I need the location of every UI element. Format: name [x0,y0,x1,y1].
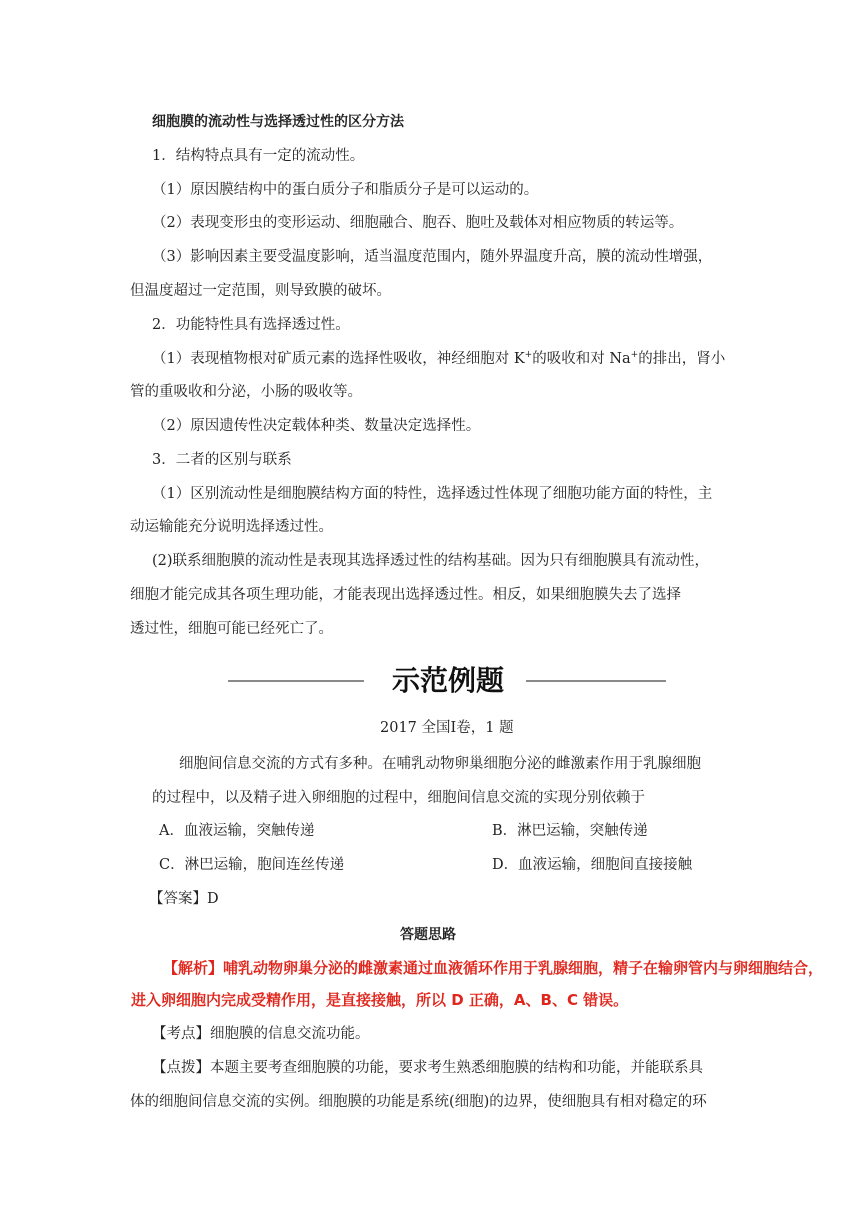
p1-heading: 1．结构特点具有一定的流动性。 [152,148,365,164]
dianbo-line2: 体的细胞间信息交流的实例。细胞膜的功能是系统(细胞)的边界，使细胞具有相对稳定的环 [130,1094,707,1110]
p2-item1-line1 [152,349,725,369]
answer: 【答案】D [149,891,219,907]
p3-item2-line2: 细胞才能完成其各项生理功能，才能表现出选择透过性。相反，如果细胞膜失去了选择 [130,587,681,603]
p1-item1: （1）原因膜结构中的蛋白质分子和脂质分子是可以运动的。 [152,182,539,198]
banner-title: 示范例题 [391,664,504,697]
p3-item2-line3: 透过性，细胞可能已经死亡了。 [130,621,333,637]
p3-item1-line2: 动运输能充分说明选择透过性。 [130,519,333,535]
p2-item2: （2）原因遗传性决定载体种类、数量决定选择性。 [152,418,481,434]
p3-heading: 3．二者的区别与联系 [152,452,292,468]
kaodian: 【考点】细胞膜的信息交流功能。 [152,1026,370,1042]
thinking-heading: 答题思路 [400,927,456,943]
p3-item2-line1: (2)联系细胞膜的流动性是表现其选择透过性的结构基础。因为只有细胞膜具有流动性， [152,553,710,569]
p1-item2: （2）表现变形虫的变形运动、细胞融合、胞吞、胞吐及载体对相应物质的转运等。 [152,215,684,231]
option-a: A．血液运输，突触传递 [159,823,315,839]
example-source: 2017 全国Ⅰ卷，1 题 [380,720,514,736]
option-c: C．淋巴运输，胞间连丝传递 [159,857,345,873]
potassium-superscript: + [524,350,533,360]
option-d: D．血液运输，细胞间直接接触 [492,857,693,873]
example-stem-line2: 的过程中，以及精子进入卵细胞的过程中，细胞间信息交流的实现分别依赖于 [152,790,645,806]
p2-item1-text-c: 的排出，肾小 [638,351,726,367]
sodium-superscript: + [630,350,639,360]
p3-item1-line1: （1）区别流动性是细胞膜结构方面的特性，选择透过性体现了细胞功能方面的特性，主 [152,486,713,502]
example-banner [228,658,666,704]
p2-item1-line2: 管的重吸收和分泌，小肠的吸收等。 [130,384,362,400]
p2-item1-text-b: 的吸收和对 Na [532,351,631,367]
option-b: B．淋巴运输，突触传递 [492,823,648,839]
analysis-line1: 【解析】哺乳动物卵巢分泌的雌激素通过血液循环作用于乳腺细胞，精子在输卵管内与卵细胞结合， [163,959,824,977]
dianbo-line1: 【点拨】本题主要考查细胞膜的功能，要求考生熟悉细胞膜的结构和功能，并能联系具 [152,1060,703,1076]
banner-rule-left [228,680,364,682]
analysis-line2: 进入卵细胞内完成受精作用，是直接接触，所以 D 正确，A、B、C 错误。 [131,991,629,1009]
p2-item1-text-a: （1）表现植物根对矿质元素的选择性吸收，神经细胞对 K [152,351,525,367]
p2-heading: 2．功能特性具有选择透过性。 [152,317,350,333]
p1-item3-line2: 但温度超过一定范围，则导致膜的破坏。 [130,283,391,299]
section-title: 细胞膜的流动性与选择透过性的区分方法 [152,114,404,130]
banner-rule-right [526,680,666,682]
p1-item3-line1: （3）影响因素主要受温度影响，适当温度范围内，随外界温度升高，膜的流动性增强， [152,249,713,265]
example-stem-line1: 细胞间信息交流的方式有多种。在哺乳动物卵巢细胞分泌的雌激素作用于乳腺细胞 [179,756,701,772]
